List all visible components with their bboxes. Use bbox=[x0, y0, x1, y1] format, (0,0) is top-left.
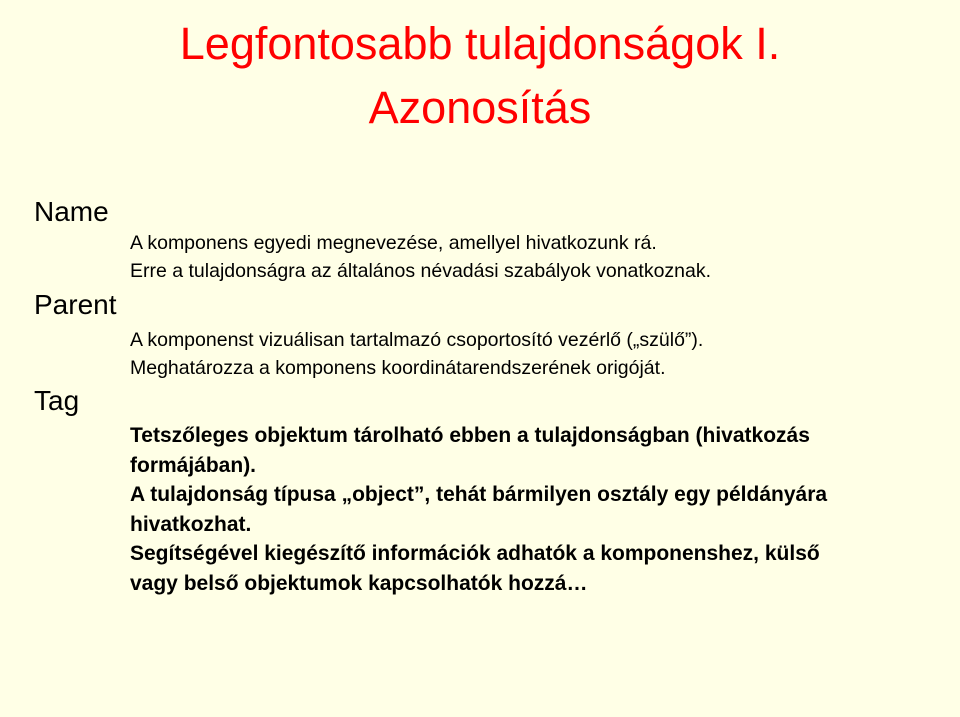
name-description-line: A komponens egyedi megnevezése, amellyel hivatkozunk rá. bbox=[130, 232, 657, 254]
tag-description-line: vagy belső objektumok kapcsolhatók hozzá… bbox=[130, 571, 588, 595]
slide-subtitle: Azonosítás bbox=[368, 82, 592, 133]
tag-description bbox=[130, 421, 827, 598]
term-tag: Tag bbox=[34, 385, 80, 416]
term-parent: Parent bbox=[34, 289, 117, 320]
term-name: Name bbox=[34, 196, 109, 227]
parent-description-line: Meghatározza a komponens koordinátarendszerének origóját. bbox=[130, 357, 666, 379]
name-description-line: Erre a tulajdonságra az általános névadási szabályok vonatkoznak. bbox=[130, 260, 712, 282]
tag-description-line: Tetszőleges objektum tárolható ebben a tulajdonságban (hivatkozás bbox=[130, 424, 810, 447]
parent-description-line: A komponenst vizuálisan tartalmazó csoportosító vezérlő („szülő”). bbox=[130, 329, 704, 351]
tag-description-line: A tulajdonság típusa „object”, tehát bármilyen osztály egy példányára bbox=[130, 483, 828, 506]
tag-description-line: Segítségével kiegészítő információk adhatók a komponenshez, külső bbox=[130, 542, 820, 565]
tag-description-line: formájában). bbox=[130, 453, 257, 477]
tag-description-line: hivatkozhat. bbox=[130, 512, 252, 536]
slide-title: Legfontosabb tulajdonságok I. bbox=[179, 18, 781, 69]
name-description bbox=[130, 229, 711, 285]
parent-description bbox=[130, 326, 703, 382]
